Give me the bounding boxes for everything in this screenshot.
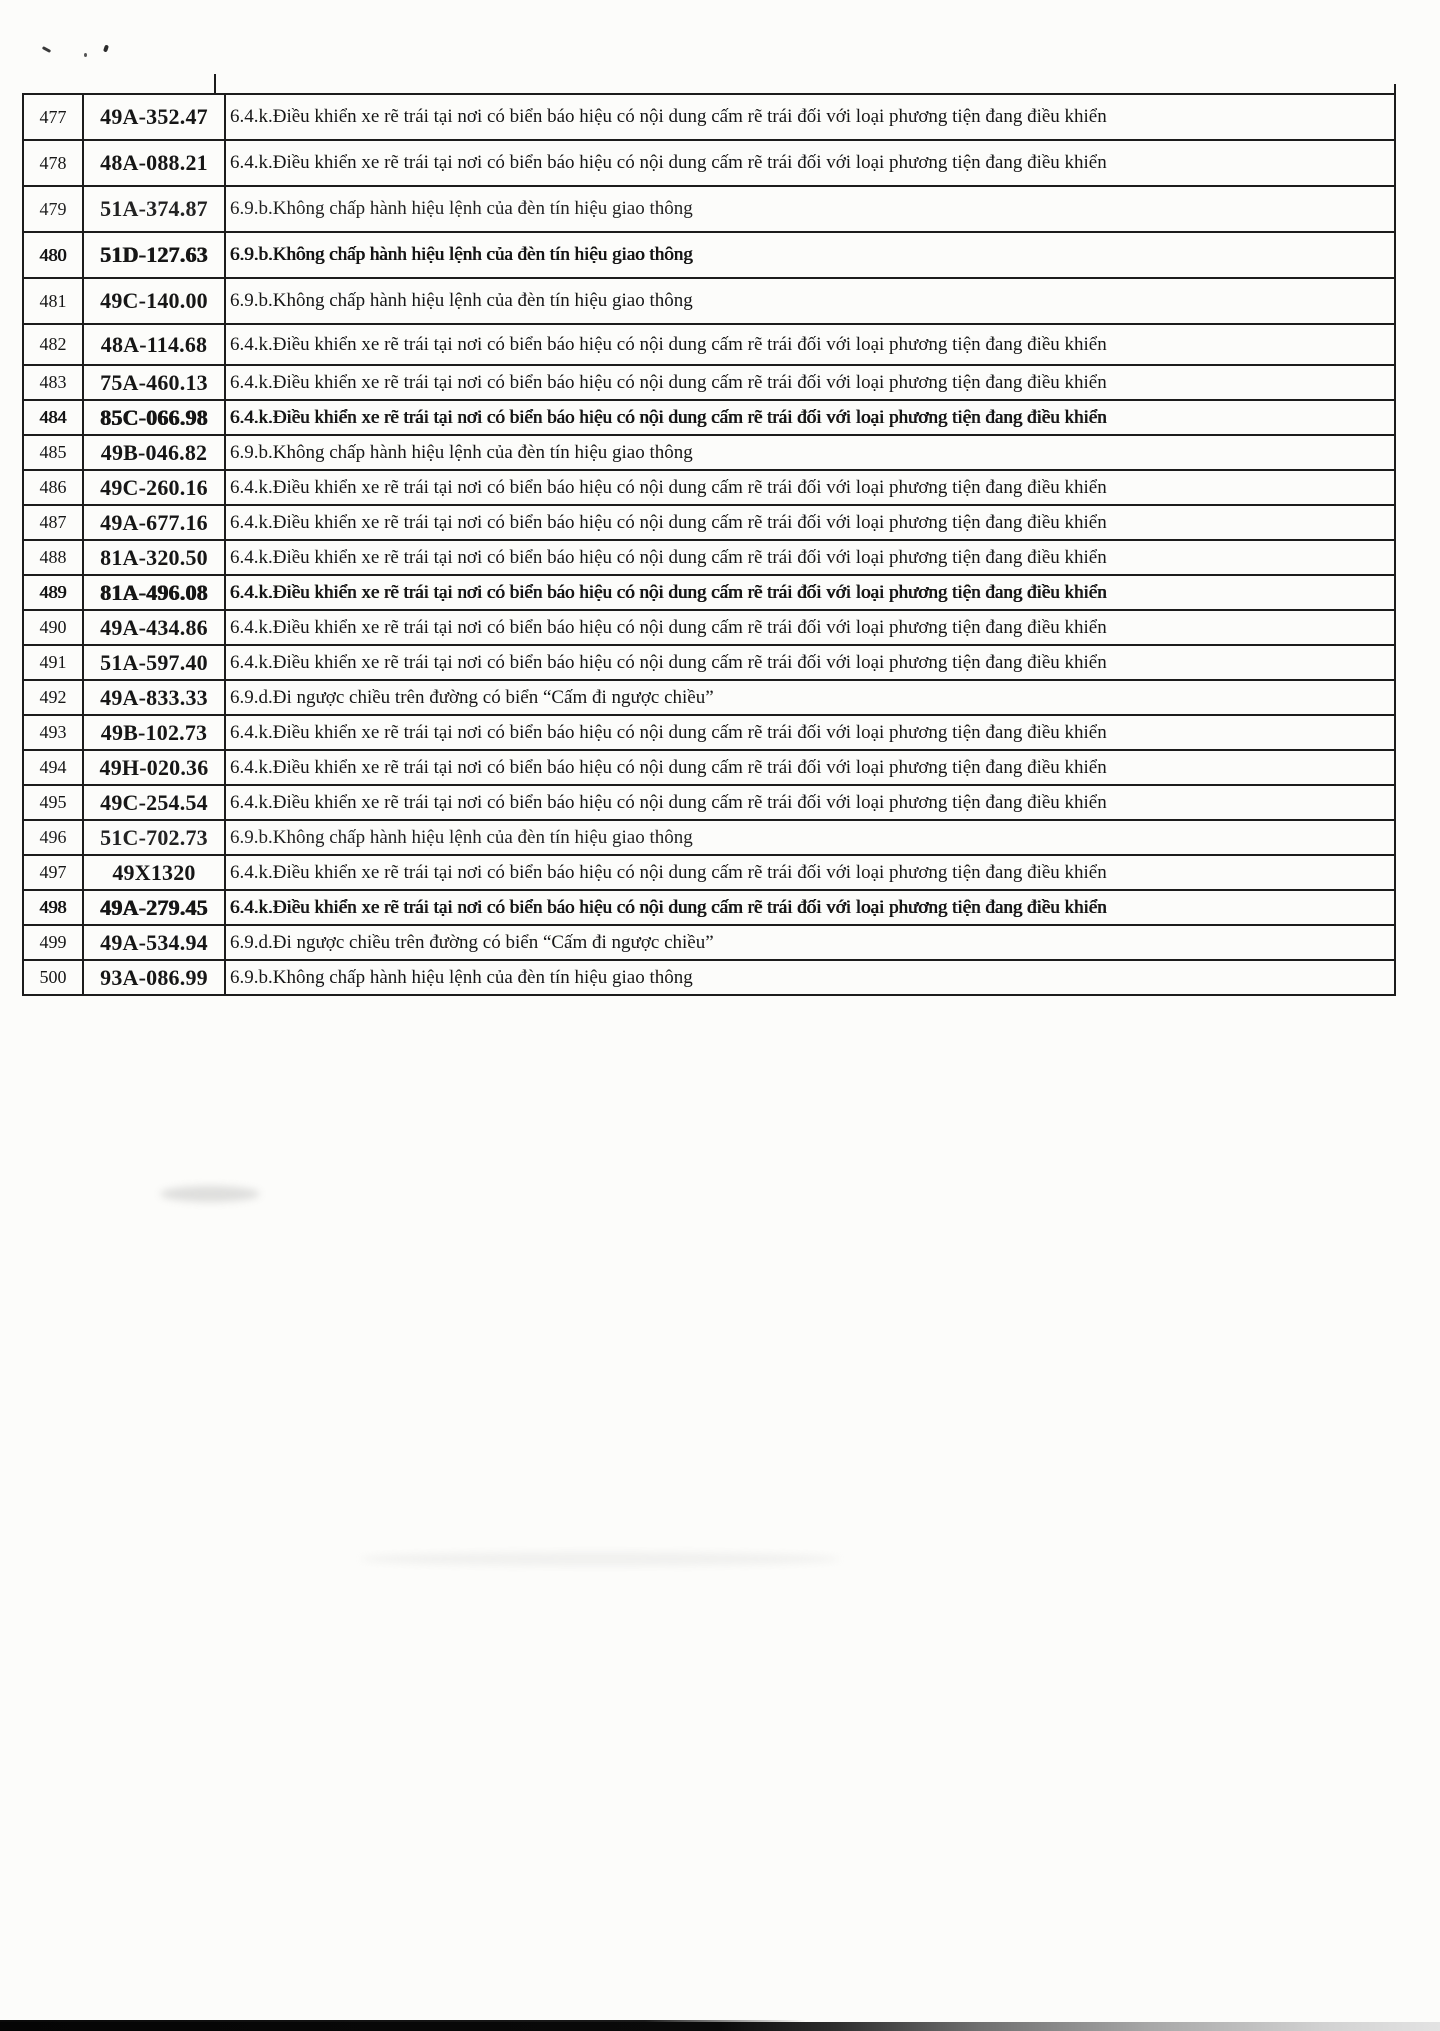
violation-text-cell: 6.4.k.Điều khiển xe rẽ trái tại nơi có biển báo hiệu có nội dung cấm rẽ trái đối với loại phương tiện đang điều khiển [225, 324, 1395, 365]
violation-text-cell: 6.4.k.Điều khiển xe rẽ trái tại nơi có biển báo hiệu có nội dung cấm rẽ trái đối với loại phương tiện đang điều khiển [225, 890, 1395, 925]
table-row [23, 324, 1395, 365]
table-row [23, 140, 1395, 186]
row-index-cell: 490 [23, 610, 83, 645]
row-index-cell: 483 [23, 365, 83, 400]
table-row [23, 785, 1395, 820]
violation-text-cell: 6.9.b.Không chấp hành hiệu lệnh của đèn tín hiệu giao thông [225, 960, 1395, 995]
violation-text-cell: 6.9.b.Không chấp hành hiệu lệnh của đèn tín hiệu giao thông [225, 186, 1395, 232]
plate-number-cell: 48A-114.68 [83, 324, 225, 365]
plate-number-cell: 51A-597.40 [83, 645, 225, 680]
plate-number-cell: 51A-374.87 [83, 186, 225, 232]
row-index-cell: 498 [23, 890, 83, 925]
table-row [23, 960, 1395, 995]
violation-text-cell: 6.9.d.Đi ngược chiều trên đường có biển “Cấm đi ngược chiều” [225, 925, 1395, 960]
table-row [23, 470, 1395, 505]
violation-text-cell: 6.4.k.Điều khiển xe rẽ trái tại nơi có biển báo hiệu có nội dung cấm rẽ trái đối với loại phương tiện đang điều khiển [225, 470, 1395, 505]
violations-table [22, 93, 1396, 996]
row-index-cell: 485 [23, 435, 83, 470]
plate-number-cell: 51C-702.73 [83, 820, 225, 855]
plate-number-cell: 49B-102.73 [83, 715, 225, 750]
plate-number-cell: 49C-140.00 [83, 278, 225, 324]
violation-text-cell: 6.4.k.Điều khiển xe rẽ trái tại nơi có biển báo hiệu có nội dung cấm rẽ trái đối với loại phương tiện đang điều khiển [225, 855, 1395, 890]
table-row [23, 505, 1395, 540]
violation-text-cell: 6.9.b.Không chấp hành hiệu lệnh của đèn tín hiệu giao thông [225, 435, 1395, 470]
ink-speck [103, 45, 109, 53]
table-row [23, 186, 1395, 232]
row-index-cell: 500 [23, 960, 83, 995]
row-index-cell: 495 [23, 785, 83, 820]
plate-number-cell: 85C-066.98 [83, 400, 225, 435]
plate-number-cell: 49H-020.36 [83, 750, 225, 785]
row-index-cell: 496 [23, 820, 83, 855]
row-index-cell: 488 [23, 540, 83, 575]
plate-number-cell: 49A-352.47 [83, 94, 225, 140]
violation-text-cell: 6.4.k.Điều khiển xe rẽ trái tại nơi có biển báo hiệu có nội dung cấm rẽ trái đối với loại phương tiện đang điều khiển [225, 750, 1395, 785]
violation-text-cell: 6.4.k.Điều khiển xe rẽ trái tại nơi có biển báo hiệu có nội dung cấm rẽ trái đối với loại phương tiện đang điều khiển [225, 610, 1395, 645]
violation-text-cell: 6.4.k.Điều khiển xe rẽ trái tại nơi có biển báo hiệu có nội dung cấm rẽ trái đối với loại phương tiện đang điều khiển [225, 505, 1395, 540]
row-index-cell: 484 [23, 400, 83, 435]
table-row [23, 645, 1395, 680]
violation-text-cell: 6.9.b.Không chấp hành hiệu lệnh của đèn tín hiệu giao thông [225, 820, 1395, 855]
plate-number-cell: 49X1320 [83, 855, 225, 890]
violation-text-cell: 6.4.k.Điều khiển xe rẽ trái tại nơi có biển báo hiệu có nội dung cấm rẽ trái đối với loại phương tiện đang điều khiển [225, 785, 1395, 820]
plate-number-cell: 81A-320.50 [83, 540, 225, 575]
table-row [23, 540, 1395, 575]
plate-number-cell: 49C-254.54 [83, 785, 225, 820]
violation-text-cell: 6.9.d.Đi ngược chiều trên đường có biển “Cấm đi ngược chiều” [225, 680, 1395, 715]
table-row [23, 820, 1395, 855]
plate-number-cell: 49A-534.94 [83, 925, 225, 960]
row-index-cell: 477 [23, 94, 83, 140]
ink-speck [42, 46, 51, 53]
table-row [23, 94, 1395, 140]
scan-edge-artifact [0, 2022, 1440, 2031]
violation-text-cell: 6.4.k.Điều khiển xe rẽ trái tại nơi có biển báo hiệu có nội dung cấm rẽ trái đối với loại phương tiện đang điều khiển [225, 540, 1395, 575]
table-row [23, 400, 1395, 435]
violation-text-cell: 6.4.k.Điều khiển xe rẽ trái tại nơi có biển báo hiệu có nội dung cấm rẽ trái đối với loại phương tiện đang điều khiển [225, 575, 1395, 610]
violation-text-cell: 6.4.k.Điều khiển xe rẽ trái tại nơi có biển báo hiệu có nội dung cấm rẽ trái đối với loại phương tiện đang điều khiển [225, 94, 1395, 140]
row-index-cell: 494 [23, 750, 83, 785]
violation-text-cell: 6.9.b.Không chấp hành hiệu lệnh của đèn tín hiệu giao thông [225, 232, 1395, 278]
row-index-cell: 499 [23, 925, 83, 960]
table-row [23, 855, 1395, 890]
row-index-cell: 480 [23, 232, 83, 278]
table-row [23, 925, 1395, 960]
plate-number-cell: 75A-460.13 [83, 365, 225, 400]
plate-number-cell: 49A-434.86 [83, 610, 225, 645]
row-index-cell: 479 [23, 186, 83, 232]
violations-table-body [23, 94, 1395, 995]
plate-number-cell: 49B-046.82 [83, 435, 225, 470]
plate-number-cell: 81A-496.08 [83, 575, 225, 610]
plate-number-cell: 49A-279.45 [83, 890, 225, 925]
row-index-cell: 493 [23, 715, 83, 750]
row-index-cell: 491 [23, 645, 83, 680]
plate-number-cell: 49A-833.33 [83, 680, 225, 715]
row-index-cell: 487 [23, 505, 83, 540]
scan-line-artifact [214, 74, 216, 95]
table-row [23, 680, 1395, 715]
row-index-cell: 482 [23, 324, 83, 365]
row-index-cell: 489 [23, 575, 83, 610]
table-row [23, 890, 1395, 925]
violation-text-cell: 6.4.k.Điều khiển xe rẽ trái tại nơi có biển báo hiệu có nội dung cấm rẽ trái đối với loại phương tiện đang điều khiển [225, 645, 1395, 680]
violation-text-cell: 6.4.k.Điều khiển xe rẽ trái tại nơi có biển báo hiệu có nội dung cấm rẽ trái đối với loại phương tiện đang điều khiển [225, 715, 1395, 750]
scan-smudge [160, 1186, 260, 1202]
violation-text-cell: 6.4.k.Điều khiển xe rẽ trái tại nơi có biển báo hiệu có nội dung cấm rẽ trái đối với loại phương tiện đang điều khiển [225, 400, 1395, 435]
row-index-cell: 486 [23, 470, 83, 505]
violation-text-cell: 6.4.k.Điều khiển xe rẽ trái tại nơi có biển báo hiệu có nội dung cấm rẽ trái đối với loại phương tiện đang điều khiển [225, 365, 1395, 400]
ink-speck [84, 53, 87, 57]
plate-number-cell: 51D-127.63 [83, 232, 225, 278]
table-row [23, 610, 1395, 645]
table-row [23, 715, 1395, 750]
violation-text-cell: 6.9.b.Không chấp hành hiệu lệnh của đèn tín hiệu giao thông [225, 278, 1395, 324]
table-row [23, 365, 1395, 400]
table-row [23, 575, 1395, 610]
row-index-cell: 481 [23, 278, 83, 324]
row-index-cell: 497 [23, 855, 83, 890]
plate-number-cell: 49A-677.16 [83, 505, 225, 540]
plate-number-cell: 93A-086.99 [83, 960, 225, 995]
table-row [23, 278, 1395, 324]
table-row [23, 435, 1395, 470]
violation-text-cell: 6.4.k.Điều khiển xe rẽ trái tại nơi có biển báo hiệu có nội dung cấm rẽ trái đối với loại phương tiện đang điều khiển [225, 140, 1395, 186]
row-index-cell: 492 [23, 680, 83, 715]
plate-number-cell: 48A-088.21 [83, 140, 225, 186]
plate-number-cell: 49C-260.16 [83, 470, 225, 505]
table-row [23, 750, 1395, 785]
row-index-cell: 478 [23, 140, 83, 186]
scan-smudge [360, 1552, 840, 1566]
table-row [23, 232, 1395, 278]
